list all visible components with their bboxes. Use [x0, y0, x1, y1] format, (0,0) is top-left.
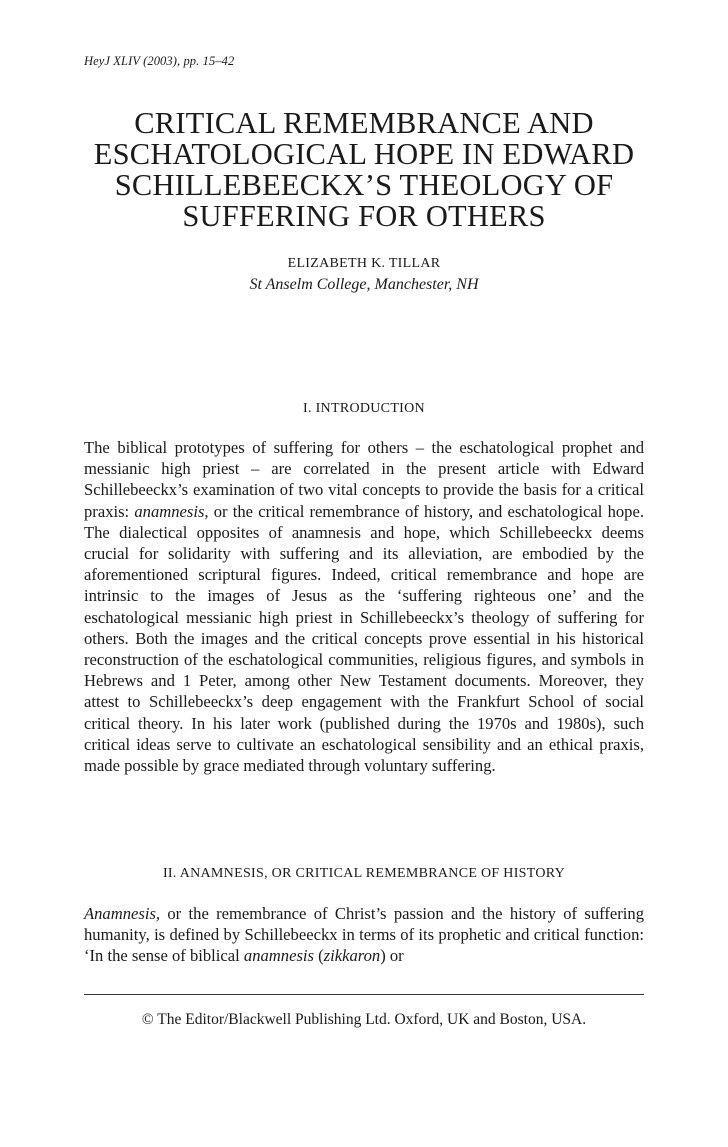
intro-emphasis-anamnesis: anamnesis — [134, 501, 205, 521]
anamnesis-emphasis-2: anamnesis — [243, 946, 314, 966]
anamnesis-text-b: ( — [313, 946, 324, 966]
running-head: HeyJ XLIV (2003), pp. 15–42 — [84, 54, 235, 68]
title-line-2: ESCHATOLOGICAL HOPE IN EDWARD — [93, 137, 635, 171]
anamnesis-emphasis-zikkaron: zikkaron — [323, 946, 381, 966]
intro-text-a: The biblical prototypes of suffering for others – the eschatological prophet and messianic high priest – are correlated in the present article with Edward Schillebeeckx’s examination of two vital concepts to provide the basis for a critical praxis: — [84, 438, 644, 521]
anamnesis-emphasis-1: Anamnesis, — [84, 904, 161, 923]
title-line-3: SCHILLEBEECKX’S THEOLOGY OF — [114, 168, 614, 202]
author-affiliation: St Anselm College, Manchester, NH — [249, 276, 479, 293]
anamnesis-text-c: ) or — [380, 946, 404, 966]
introduction-paragraph — [84, 437, 644, 776]
copyright-footer: © The Editor/Blackwell Publishing Ltd. Oxford, UK and Boston, USA. — [141, 1011, 587, 1028]
author-name: ELIZABETH K. TILLAR — [287, 256, 441, 271]
footer-rule — [84, 994, 644, 995]
anamnesis-paragraph — [84, 903, 644, 967]
anamnesis-text-a: or the remembrance of Christ’s passion and the history of suffering humanity, is defined by Schillebeeckx in terms of its prophetic and critical function: ‘In the sense of biblical — [84, 904, 644, 966]
article-title — [60, 108, 668, 232]
intro-text-b: , or the critical remembrance of history, and eschatological hope. The dialectical opposites of anamnesis and hope, which Schillebeeckx deems crucial for solidarity with suffering and its alleviation, are embodied by the aforementioned scriptural figures. Indeed, critical remembrance and hope are intrinsic to the images of Jesus as the ‘suffering righteous one’ and the eschatological messianic high priest in Schillebeeckx’s theology of suffering for others. Both the images and the critical concepts prove essential in his historical reconstruction of the eschatological communities, religious figures, and symbols in Hebrews and 1 Peter, among other New Testament documents. Moreover, they attest to Schillebeeckx’s deep engagement with the Frankfurt School of social critical theory. In his later work (published during the 1970s and 1980s), such critical ideas serve to cultivate an eschatological sensibility and an ethical praxis, made possible by grace mediated through voluntary suffering. — [84, 501, 644, 776]
section-heading-introduction: I. INTRODUCTION — [303, 401, 425, 416]
title-line-4: SUFFERING FOR OTHERS — [182, 199, 546, 233]
title-line-1: CRITICAL REMEMBRANCE AND — [134, 106, 594, 140]
section-heading-anamnesis: II. ANAMNESIS, OR CRITICAL REMEMBRANCE OF HISTORY — [162, 866, 566, 881]
